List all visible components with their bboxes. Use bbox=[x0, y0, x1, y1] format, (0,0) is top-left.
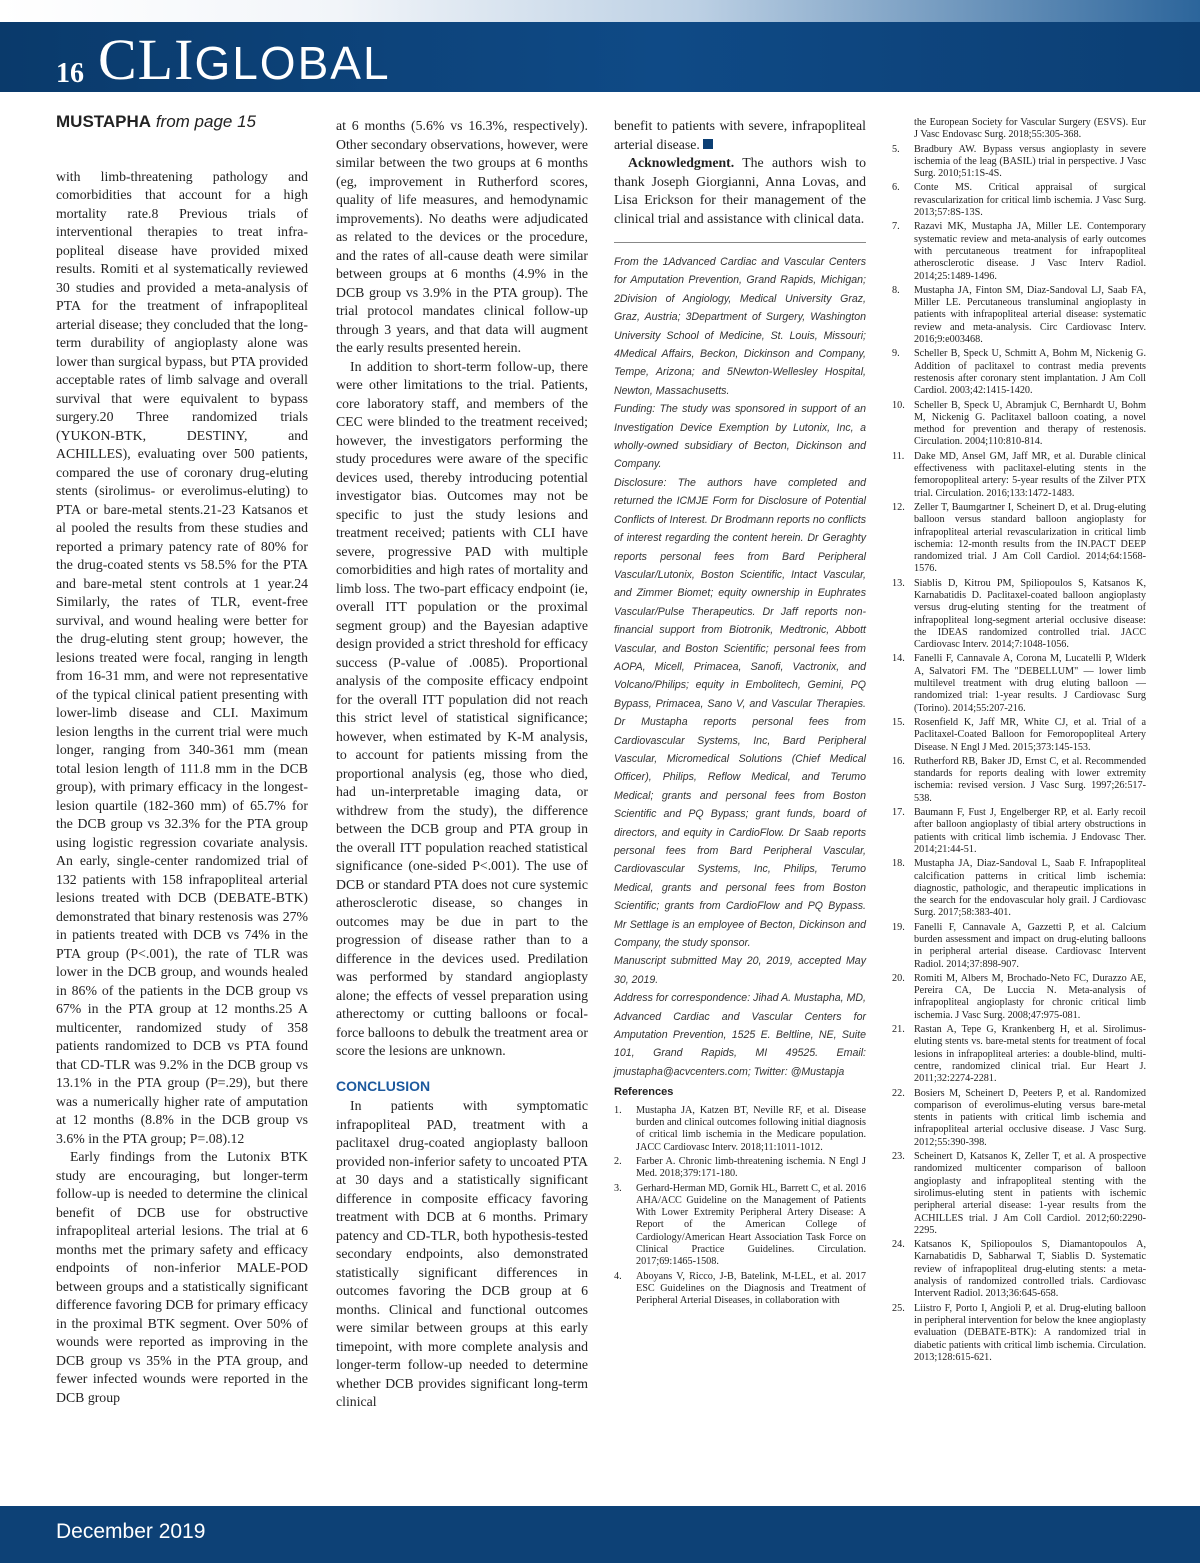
reference-item bbox=[892, 502, 1146, 576]
masthead-shine bbox=[0, 0, 1200, 22]
reference-item bbox=[892, 717, 1146, 754]
reference-item bbox=[892, 400, 1146, 449]
reference-item bbox=[892, 807, 1146, 856]
logo-global: GLOBAL bbox=[194, 37, 391, 89]
acknowledgment-text: The authors wish to thank Joseph Giorgianni, Anna Lovas, and Lisa Erickson for their management of the clinical trial and assistance with clinical data. bbox=[614, 155, 866, 226]
reference-number: 24. bbox=[892, 1239, 905, 1251]
body-paragraph: with limb-threatening pathology and comorbidities that account for a high mortality rate.8 Previous trials of interventional therapies to treat infra- popliteal disease have provided mixed results. Romiti et al systematically reviewed 30 studies and provided a meta-analysis of PTA for the treatment of infrapopliteal arterial disease; they concluded that the long-term durability of angioplasty alone was lower than surgical bypass, but PTA provided acceptable rates of limb salvage and overall survival that were equivalent to bypass surgery.20 Three randomized trials (YUKON-BTK, DESTINY, and ACHILLES), evaluating over 500 patients, compared the use of coronary drug-eluting stents (sirolimus- or everolimus-eluting) to PTA or bare-metal stents.21-23 Katsanos et al pooled the results from these studies and reported a primary patency rate of 80% for the drug-coated stents vs 58.5% for the PTA and bare-metal stent controls at 1 year.24 Similarly, the rates of TLR, event-free survival, and wound healing were better for the drug-eluting stent group; however, the lesions treated were focal, ranging in length from 16-31 mm, and were not representative of the typical clinical patient presenting with lower-limb disease and CLI. Maximum lesion lengths in the current trial were much longer, ranging from 340-361 mm (mean total lesion length of 111.8 mm in the DCB group), with primary efficacy in the longest-lesion quartile (182-360 mm) of 65.7% for the DCB group vs 32.3% for the PTA group using logistic regression covariate analysis. An early, single-center randomized trial of 132 patients with 158 infrapopliteal arterial lesions treated with DCB (DEBATE-BTK) demonstrated that binary restenosis was 27% in patients treated with DCB vs 74% in the PTA group (P<.001), the rate of TLR was lower in the DCB group, and wounds healed in 86% of the patients in the DCB group vs 67% in the PTA group at 12 months.25 A multicenter, randomized study of 358 patients randomized to DCB vs PTA found that CD-TLR was 9.2% in the DCB group vs 13.1% in the PTA group (P=.29), but there was a numerically higher rate of amputation at 12 months (8.8% in the DCB group vs 3.6% in the PTA group; P=.08).12 bbox=[56, 168, 308, 1146]
reference-text: Rosenfield K, Jaff MR, White CJ, et al. Trial of a Paclitaxel-Coated Balloon for Femoropopliteal Artery Disease. N Engl J Med. 2015;373:145-153. bbox=[914, 716, 1146, 753]
reference-number: 10. bbox=[892, 399, 905, 411]
references-heading: References bbox=[614, 1086, 674, 1099]
body-paragraph: In addition to short-term follow-up, there were other limitations to the trial. Patients, core laboratory staff, and members of the CEC were blinded to the treatment received; however, the investigators performing the study procedures were aware of the specific devices used, thereby introducing potential investigator bias. Outcomes may not be specific to just the study lesions and treatment received; patients with CLI have severe, progressive PAD with multiple comorbidities and high rates of mortality and limb loss. The two-part efficacy endpoint (ie, overall ITT population or the proximal segment group) and the Bayesian adaptive design provided a strict threshold for efficacy success (P-value of .0085). Proportional analysis of the composite efficacy endpoint for the overall ITT population did not reach this strict level of statistical significance; however, when estimated by K-M analysis, to account for patients missing from the proportional analysis (eg, those who died, had un-interpretable imaging data, or withdrew from the study), the difference between the DCB group and PTA group in the overall ITT population reached statistical significance (one-sided P<.001). The use of DCB or standard PTA does not cure systemic atherosclerotic disease, so changes in outcomes may be due in part to the progression of disease rather than to a difference in the devices used. Predilation was performed by standard angioplasty alone; the effects of vessel preparation using atherectomy or cutting balloons or focal-force balloons to debulk the treatment area or score the lesions are unknown. bbox=[336, 358, 588, 1058]
reference-number: 11. bbox=[892, 450, 905, 462]
reference-text: Aboyans V, Ricco, J-B, Batelink, M-LEL, et al. 2017 ESC Guidelines on the Diagnosis and Treatment of Peripheral Arterial Diseases, in collaboration with bbox=[636, 1270, 866, 1307]
manuscript-dates: Manuscript submitted May 20, 2019, accepted May 30, 2019. bbox=[614, 955, 866, 986]
footer-bar bbox=[0, 1506, 1200, 1563]
publication-logo bbox=[98, 27, 391, 92]
reference-item bbox=[892, 578, 1146, 652]
reference-number: 1. bbox=[614, 1104, 622, 1116]
reference-number: 19. bbox=[892, 921, 905, 933]
continuation-line bbox=[56, 113, 308, 132]
reference-text: Rutherford RB, Baker JD, Ernst C, et al. Recommended standards for reports dealing with lower extremity ischemia: revised version. J Vasc Surg. 1997;26:517-538. bbox=[914, 755, 1146, 804]
reference-number: 14. bbox=[892, 653, 905, 665]
reference-item bbox=[892, 1024, 1146, 1085]
acknowledgment-label: Acknowledgment. bbox=[628, 155, 735, 170]
reference-text: the European Society for Vascular Surgery (ESVS). Eur J Vasc Endovasc Surg. 2018;55:305-368. bbox=[914, 117, 1146, 141]
end-of-article-icon bbox=[703, 139, 713, 149]
body-paragraph: Early findings from the Lutonix BTK study are encouraging, but longer-term follow-up is needed to determine the clinical benefit of DCB use for obstructive infrapopliteal arterial lesions. The trial at 6 months met the primary safety and efficacy endpoints of non-inferior MALE-POD between groups and a statistically significant difference favoring DCB for primary efficacy in the proximal BTK segment. Over 50% of wounds were reported as improving in the DCB group vs 35% in the PTA group, and fewer infected wounds were reported in the DCB group bbox=[56, 1149, 308, 1405]
correspondence-address: Address for correspondence: Jihad A. Mustapha, MD, Advanced Cardiac and Vascular Centers for Amputation Prevention, 1525 E. Beltline, NE, Suite 101, Grand Rapids, MI 49525. Email: jmustapha@acvcenters.com; Twitter: @Mustapja bbox=[614, 992, 866, 1078]
reference-number: 13. bbox=[892, 577, 905, 589]
reference-item bbox=[892, 285, 1146, 346]
column-1 bbox=[56, 113, 308, 1407]
reference-number: 3. bbox=[614, 1182, 622, 1194]
reference-item bbox=[892, 221, 1146, 282]
reference-item bbox=[614, 1156, 866, 1181]
body-paragraph bbox=[614, 117, 866, 154]
reference-item bbox=[892, 653, 1146, 714]
conclusion-paragraph: In patients with symptomatic infrapopliteal PAD, treatment with a paclitaxel drug-coated angioplasty balloon provided non-inferior safety to uncoated PTA at 30 days and a statistically significant difference in composite efficacy favoring treatment with DCB at 6 months. Primary patency and CD-TLR, both hypothesis-tested secondary endpoints, also demonstrated statistically significant differences in outcomes favoring the DCB group at 6 months. Clinical and functional outcomes were similar between groups at this early timepoint, with more complete analysis and longer-term follow-up needed to determine whether DCB provides significant long-term clinical bbox=[336, 1098, 588, 1409]
reference-item bbox=[614, 1105, 866, 1154]
references-list bbox=[614, 1105, 866, 1308]
reference-item bbox=[892, 922, 1146, 971]
reference-item bbox=[614, 1271, 866, 1308]
reference-text: Dake MD, Ansel GM, Jaff MR, et al. Durable clinical effectiveness with paclitaxel-eluting stents in the femoropopliteal artery: 5-year results of the Zilver PTX trial. Circulation. 2016;133:1472-1483. bbox=[914, 450, 1146, 499]
reference-item bbox=[892, 1151, 1146, 1237]
reference-text: Fanelli F, Cannavale A, Gazzetti P, et al. Calcium burden assessment and impact on drug-eluting balloons in peripheral arterial disease. Cardiovasc Intervent Radiol. 2014;37:898-907. bbox=[914, 921, 1146, 970]
issue-date: December 2019 bbox=[56, 1520, 206, 1543]
reference-text: Katsanos K, Spiliopoulos S, Diamantopoulos A, Karnabatidis D, Sabharwal T, Siablis D. Systematic review of infrapopliteal drug-eluting stents: a meta-analysis of randomized controlled trials. Cardiovasc Intervent Radiol. 2013;36:645-658. bbox=[914, 1239, 1146, 1300]
references-list bbox=[892, 144, 1146, 1365]
reference-item bbox=[892, 348, 1146, 397]
reference-text: Fanelli F, Cannavale A, Corona M, Lucatelli P, Wlderk A, Salvatori FM. The "DEBELLUM" — lower limb multilevel treatment with drug eluting balloon — randomized trial: 1-year results. J Cardiovasc Surg (Torino). 2014;55:207-216. bbox=[914, 653, 1146, 714]
reference-number: 2. bbox=[614, 1155, 622, 1167]
page-number: 16 bbox=[56, 58, 84, 89]
reference-text: Siablis D, Kitrou PM, Spiliopoulos S, Katsanos K, Karnabatidis D. Paclitaxel-coated balloon angioplasty versus drug-eluting stenting for the treatment of infrapopliteal long-segment arterial occlusive disease: the IDEAS randomized controlled trial. JACC Cardiovasc Interv. 2014;7:1048-1056. bbox=[914, 577, 1146, 651]
reference-number: 8. bbox=[892, 284, 900, 296]
reference-number: 17. bbox=[892, 807, 905, 819]
reference-item bbox=[892, 1303, 1146, 1364]
reference-number: 9. bbox=[892, 348, 900, 360]
reference-number: 20. bbox=[892, 972, 905, 984]
reference-item bbox=[892, 451, 1146, 500]
reference-item bbox=[892, 1239, 1146, 1300]
reference-text: Mustapha JA, Diaz-Sandoval L, Saab F. Infrapopliteal calcification patterns in critical limb ischemia: diagnostic, pathologic, and therapeutic implications in the search for the endovascular holy grail. J Cardiovasc Surg. 2017;58:383-401. bbox=[914, 858, 1146, 919]
reference-number: 15. bbox=[892, 716, 905, 728]
reference-number: 23. bbox=[892, 1151, 905, 1163]
reference-number: 5. bbox=[892, 143, 900, 155]
reference-text: Mustapha JA, Katzen BT, Neville RF, et al. Disease burden and clinical outcomes following initial diagnosis of critical limb ischemia in the Medicare population. JACC Cardiovasc Interv. 2018;11:1011-1012. bbox=[636, 1104, 866, 1153]
reference-text: Farber A. Chronic limb-threatening ischemia. N Engl J Med. 2018;379:171-180. bbox=[636, 1155, 866, 1180]
reference-text: Scheller B, Speck U, Abramjuk C, Bernhardt U, Bohm M, Nickenig G. Paclitaxel balloon coating, a novel method for prevention and therapy of restenosis. Circulation. 2004;110:810-814. bbox=[914, 399, 1146, 448]
conclusion-end: benefit to patients with severe, infrapopliteal arterial disease. bbox=[614, 118, 866, 152]
affiliations: From the 1Advanced Cardiac and Vascular Centers for Amputation Prevention, Grand Rapids, Michigan; 2Division of Angiology, Medical University Graz, Graz, Austria; 3Department of Surgery, Washington University School of Medicine, St. Louis, Missouri; 4Medical Affairs, Beckon, Dickinson and Company, Tempe, Arizona; and 5Newton-Wellesley Hospital, Newton, Massachusetts. bbox=[614, 256, 866, 397]
reference-text: Liistro F, Porto I, Angioli P, et al. Drug-eluting balloon in peripheral intervention for below the knee angioplasty evaluation (DEBATE-BTK): A randomized trial in diabetic patients with critical limb ischemia. Circulation. 2013;128:615-621. bbox=[914, 1302, 1146, 1363]
acknowledgment bbox=[614, 154, 866, 228]
reference-text: Bosiers M, Scheinert D, Peeters P, et al. Randomized comparison of everolimus-eluting versus bare-metal stents in patients with critical limb ischemia and infrapopliteal arterial occlusive disease. J Vasc Surg. 2012;55:390-398. bbox=[914, 1087, 1146, 1148]
reference-item bbox=[892, 144, 1146, 181]
column-2 bbox=[336, 117, 588, 1412]
reference-number: 7. bbox=[892, 221, 900, 233]
body-paragraph: at 6 months (5.6% vs 16.3%, respectively). Other secondary observations, however, were similar between the two groups at 6 months (eg, improvement in Rutherford scores, quality of life measures, and hemodynamic improvements). No deaths were adjudicated as related to the devices or the procedure, and the rates of all-cause death were similar between groups at 6 months (4.9% in the DCB group vs 3.9% in the PTA group). The trial protocol mandates clinical follow-up through 3 years, and that data will augment the early results presented herein. bbox=[336, 118, 588, 355]
reference-number: 16. bbox=[892, 755, 905, 767]
funding: Funding: The study was sponsored in support of an Investigation Device Exemption by Lutonix, Inc, a wholly-owned subsidiary of Becton, Dickinson and Company. bbox=[614, 403, 866, 471]
reference-text: Baumann F, Fust J, Engelberger RP, et al. Early recoil after balloon angioplasty of tibial artery obstructions in patients with critical limb ischemia. J Endovasc Ther. 2014;21:44-51. bbox=[914, 807, 1146, 855]
reference-text: Scheinert D, Katsanos K, Zeller T, et al. A prospective randomized multicenter comparison of balloon angioplasty and infrapopliteal stenting with the sirolimus-eluting stent in patients with ischemic peripheral arterial disease: 1-year results from the ACHILLES trial. J Am Coll Cardiol. 2012;60:2290-2295. bbox=[914, 1151, 1146, 1236]
reference-text: Razavi MK, Mustapha JA, Miller LE. Contemporary systematic review and meta-analysis of early outcomes with percutaneous treatment for infrapopliteal atherosclerotic disease. J Vasc Interv Radiol. 2014;25:1489-1496. bbox=[914, 221, 1146, 282]
reference-continued bbox=[892, 117, 1146, 142]
continuation-name: MUSTAPHA bbox=[56, 112, 152, 131]
reference-text: Scheller B, Speck U, Schmitt A, Bohm M, Nickenig G. Addition of paclitaxel to contrast media prevents restenosis after coronary stent implantation. J Am Coll Cardiol. 2003;42:1415-1420. bbox=[914, 348, 1146, 397]
divider bbox=[614, 242, 866, 243]
reference-item bbox=[892, 756, 1146, 805]
masthead bbox=[0, 0, 1200, 92]
reference-number: 18. bbox=[892, 858, 905, 870]
reference-number: 22. bbox=[892, 1087, 905, 1099]
reference-text: Zeller T, Baumgartner I, Scheinert D, et al. Drug-eluting balloon versus standard balloon angioplasty for infrapopliteal arterial revascularization in critical limb ischemia: 12-month results from the IN.PACT DEEP randomized trial. J Am Coll Cardiol. 2014;64:1568-1576. bbox=[914, 501, 1146, 575]
reference-item bbox=[892, 1088, 1146, 1149]
conclusion-heading: CONCLUSION bbox=[336, 1077, 431, 1094]
reference-item bbox=[892, 182, 1146, 219]
disclosure: Disclosure: The authors have completed and returned the ICMJE Form for Disclosure of Potential Conflicts of Interest. Dr Brodmann reports no conflicts of interest regarding the content herein. Dr Geraghty reports personal fees from Bard Peripheral Vascular/Lutonix, Boston Scientific, Intact Vascular, and Zimmer Biomet; equity ownership in Euphrates Vascular/Pulse Therapeutics. Dr Jaff reports non-financial support from Biotronik, Medtronic, Abbott Vascular, and Boston Scientific; personal fees from AOPA, Micell, Primacea, Sanofi, Vactronix, and Volcano/Philips; equity in Embolitech, Gemini, PQ Bypass, Primacea, Sano V, and Vascular Therapies. Dr Mustapha reports personal fees from Cardiovascular Systems, Inc, Bard Peripheral Vascular, Micromedical Solutions (Chief Medical Officer), Philips, Reflow Medical, and Terumo Medical; grants and personal fees from Boston Scientific and PQ Bypass; grant funds, board of directors, and equity in CardioFlow. Dr Saab reports personal fees from Bard Peripheral Vascular, Cardiovascular Systems, Inc, Philips, Terumo Medical, grants and personal fees from Boston Scientific; grants from CardioFlow and PQ Bypass. Mr Settlage is an employee of Becton, Dickinson and Company, the study sponsor. bbox=[614, 476, 866, 950]
reference-number: 12. bbox=[892, 501, 905, 513]
reference-text: Mustapha JA, Finton SM, Diaz-Sandoval LJ, Saab FA, Miller LE. Percutaneous transluminal angioplasty in patients with infrapopliteal arterial disease: systematic review and meta-analysis. Circ Cardiovasc Interv. 2016;9:e003468. bbox=[914, 284, 1146, 346]
references-list bbox=[892, 117, 1146, 142]
reference-item bbox=[892, 858, 1146, 919]
reference-text: Gerhard-Herman MD, Gornik HL, Barrett C, et al. 2016 AHA/ACC Guideline on the Management of Patients With Lower Extremity Peripheral Artery Disease: A Report of the American College of Cardiology/American Heart Association Task Force on Clinical Practice Guidelines. Circulation. 2017;69:1465-1508. bbox=[636, 1182, 866, 1268]
reference-text: Romiti M, Albers M, Brochado-Neto FC, Durazzo AE, Pereira CA, De Luccia N. Meta-analysis of infrapopliteal angioplasty for chronic critical limb ischemia. J Vasc Surg. 2008;47:975-081. bbox=[914, 972, 1146, 1021]
reference-text: Bradbury AW. Bypass versus angioplasty in severe ischemia of the leag (BASIL) trial in perspective. J Vasc Surg. 2010;51:1S-4S. bbox=[914, 143, 1146, 180]
column-4 bbox=[892, 117, 1146, 1366]
reference-text: Rastan A, Tepe G, Krankenberg H, et al. Sirolimus-eluting stents vs. bare-metal stents for treatment of focal lesions in infrapopliteal arteries: a double-blind, multi-centre, randomized clinical trial. Eur Heart J. 2011;32:2274-2281. bbox=[914, 1024, 1146, 1085]
reference-number: 6. bbox=[892, 182, 900, 194]
logo-cli: CLI bbox=[98, 27, 195, 92]
continuation-from: from page 15 bbox=[155, 112, 256, 131]
reference-number: 4. bbox=[614, 1270, 622, 1282]
reference-text: Conte MS. Critical appraisal of surgical revascularization for critical limb ischemia. J Vasc Surg. 2013;57:8S-13S. bbox=[914, 182, 1146, 219]
reference-item bbox=[614, 1183, 866, 1269]
reference-number: 25. bbox=[892, 1302, 905, 1314]
reference-number: 21. bbox=[892, 1024, 905, 1036]
reference-item bbox=[892, 973, 1146, 1022]
column-3 bbox=[614, 117, 866, 1310]
